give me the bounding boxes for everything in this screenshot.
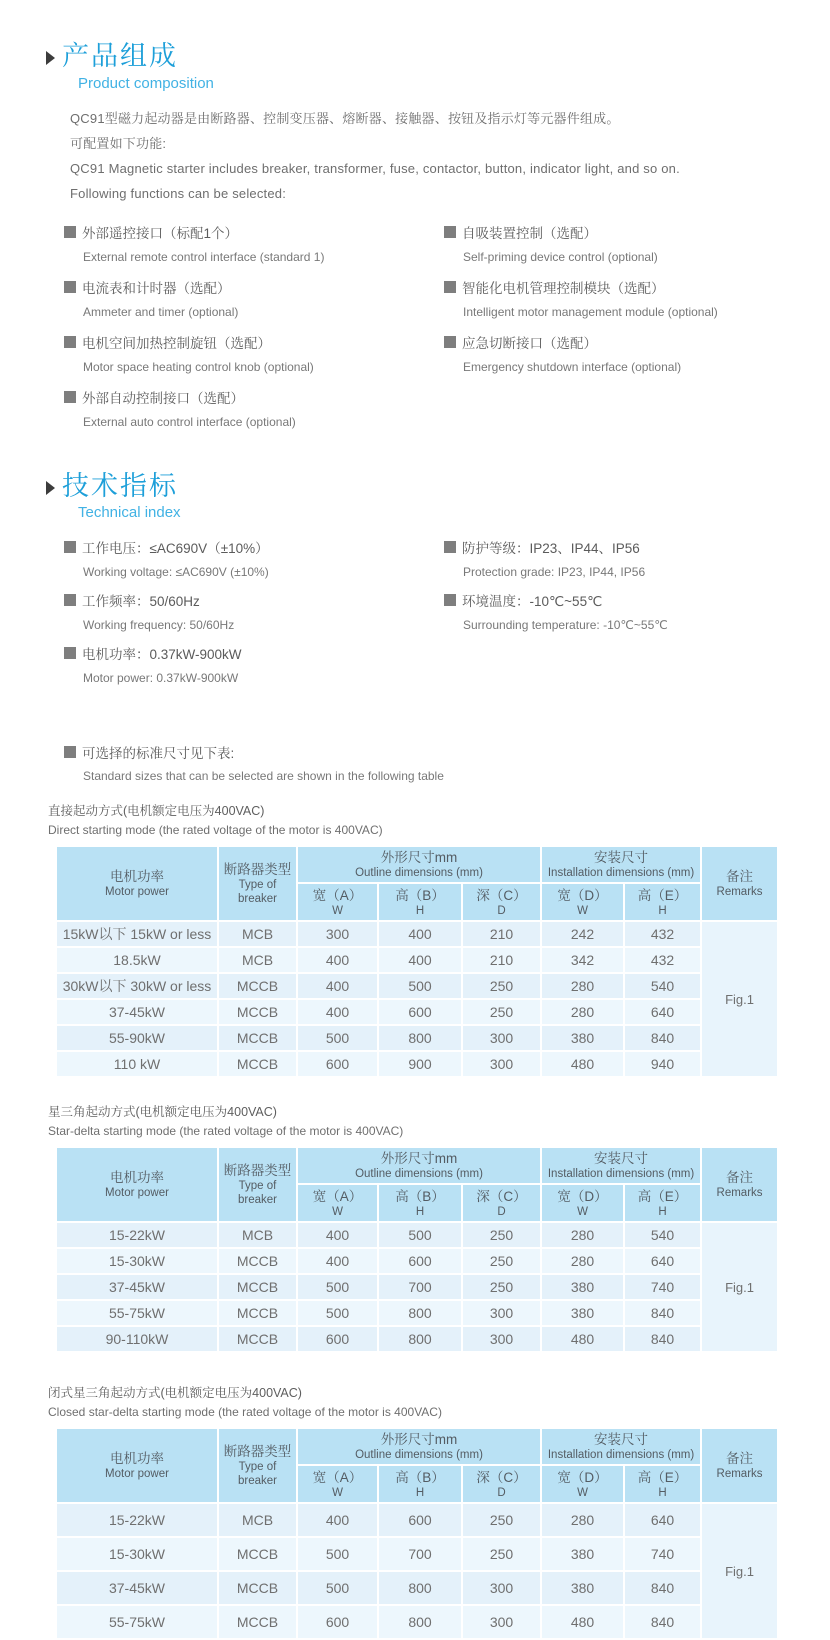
- feature-en: Self-priming device control (optional): [463, 249, 658, 264]
- feature-item: [64, 222, 444, 264]
- table-cell: 15-22kW: [56, 1222, 218, 1248]
- header-dimension-col: 高（B） H: [378, 1184, 462, 1222]
- header-breaker-type: 断路器类型 Type of breaker: [218, 846, 297, 921]
- header-remarks: 备注 Remarks: [701, 1428, 778, 1503]
- table-cell: 400: [297, 1222, 378, 1248]
- feature-item: [444, 332, 802, 374]
- table-cell: 250: [462, 1537, 541, 1571]
- table-cell: 800: [378, 1571, 462, 1605]
- table-cell: 900: [378, 1051, 462, 1077]
- spec-en: Motor power: 0.37kW-900kW: [83, 671, 239, 686]
- table-cell: 55-75kW: [56, 1300, 218, 1326]
- table-cell: 55-75kW: [56, 1605, 218, 1639]
- spec-zh: 电机功率：0.37kW-900kW: [82, 647, 242, 663]
- table-title-en: Direct starting mode (the rated voltage of the motor is 400VAC): [48, 823, 383, 838]
- table-cell: 250: [462, 999, 541, 1025]
- table-title-zh: 星三角起动方式(电机额定电压为400VAC): [48, 1105, 277, 1120]
- spec-en: Working voltage: ≤AC690V (±10%): [83, 565, 269, 580]
- note-zh: 可选择的标准尺寸见下表:: [82, 746, 235, 762]
- table-cell: 300: [462, 1326, 541, 1352]
- header-dimension-col: 高（E） H: [624, 1184, 701, 1222]
- size-table-closed-star-delta: [55, 1427, 779, 1640]
- table-cell: 300: [462, 1300, 541, 1326]
- header-dimension-col: 宽（D） W: [541, 1184, 624, 1222]
- table-cell: 600: [297, 1326, 378, 1352]
- spec-item: [444, 537, 802, 579]
- section-title-zh: 产品组成: [62, 41, 178, 71]
- table-cell: 250: [462, 1503, 541, 1537]
- table-cell: 480: [541, 1326, 624, 1352]
- table-cell: 110 kW: [56, 1051, 218, 1077]
- header-breaker-type: 断路器类型 Type of breaker: [218, 1428, 297, 1503]
- table-cell: 640: [624, 1503, 701, 1537]
- table-cell: MCCB: [218, 1274, 297, 1300]
- table-cell: MCCB: [218, 1326, 297, 1352]
- size-table-star-delta: [55, 1146, 779, 1353]
- square-bullet-icon: [444, 226, 456, 238]
- section-product-composition: [46, 42, 802, 442]
- table-cell: MCB: [218, 1222, 297, 1248]
- header-outline-dimensions: 外形尺寸mm Outline dimensions (mm): [297, 1428, 541, 1465]
- triangle-bullet-icon: [46, 51, 55, 65]
- section-technical-index: [46, 472, 802, 697]
- feature-item: [64, 387, 444, 429]
- square-bullet-icon: [64, 336, 76, 348]
- table-cell: 18.5kW: [56, 947, 218, 973]
- table-cell: 840: [624, 1025, 701, 1051]
- table-cell: 380: [541, 1571, 624, 1605]
- table-row: [56, 1274, 778, 1300]
- header-dimension-col: 深（C） D: [462, 1184, 541, 1222]
- table-title-en: Closed star-delta starting mode (the rated voltage of the motor is 400VAC): [48, 1405, 442, 1420]
- header-dimension-col: 高（B） H: [378, 1465, 462, 1503]
- header-installation-dimensions: 安装尺寸 Installation dimensions (mm): [541, 846, 701, 883]
- square-bullet-icon: [444, 594, 456, 606]
- header-dimension-col: 深（C） D: [462, 883, 541, 921]
- table-cell: 380: [541, 1025, 624, 1051]
- table-cell: MCCB: [218, 1605, 297, 1639]
- table-row: [56, 1300, 778, 1326]
- square-bullet-icon: [444, 281, 456, 293]
- table-cell: 600: [297, 1605, 378, 1639]
- table-cell: 500: [297, 1025, 378, 1051]
- square-bullet-icon: [444, 336, 456, 348]
- table-row: [56, 1222, 778, 1248]
- feature-en: Intelligent motor management module (optional): [463, 304, 718, 319]
- feature-en: Motor space heating control knob (optional): [83, 359, 314, 374]
- table-cell: MCCB: [218, 999, 297, 1025]
- square-bullet-icon: [64, 391, 76, 403]
- table-cell: 300: [462, 1025, 541, 1051]
- table-cell: 800: [378, 1300, 462, 1326]
- paragraph: QC91型磁力起动器是由断路器、控制变压器、熔断器、接触器、按钮及指示灯等元器件组成。: [70, 110, 620, 126]
- table-cell: 37-45kW: [56, 1274, 218, 1300]
- table-cell: 400: [378, 921, 462, 947]
- spec-en: Protection grade: IP23, IP44, IP56: [463, 565, 646, 580]
- table-cell: MCB: [218, 1503, 297, 1537]
- table-cell: 250: [462, 973, 541, 999]
- header-dimension-col: 高（B） H: [378, 883, 462, 921]
- table-title-en: Star-delta starting mode (the rated voltage of the motor is 400VAC): [48, 1124, 404, 1139]
- paragraph: QC91 Magnetic starter includes breaker, transformer, fuse, contactor, button, indicator light, and so on.: [70, 160, 680, 176]
- size-table-direct-starting: [55, 845, 779, 1078]
- table-row: [56, 1503, 778, 1537]
- table-cell: 400: [297, 973, 378, 999]
- table-cell: 280: [541, 999, 624, 1025]
- table-row: [56, 1051, 778, 1077]
- header-dimension-col: 宽（A） W: [297, 883, 378, 921]
- header-dimension-col: 宽（A） W: [297, 1465, 378, 1503]
- table-cell: 300: [297, 921, 378, 947]
- spec-item: [64, 643, 444, 685]
- table-cell: 500: [378, 1222, 462, 1248]
- remark-cell: Fig.1: [701, 1222, 778, 1352]
- table-cell: 480: [541, 1051, 624, 1077]
- table-cell: 280: [541, 973, 624, 999]
- table-cell: MCB: [218, 921, 297, 947]
- table-cell: 840: [624, 1326, 701, 1352]
- table-cell: 380: [541, 1537, 624, 1571]
- feature-zh: 自吸装置控制（选配）: [462, 225, 597, 241]
- table-cell: 740: [624, 1537, 701, 1571]
- table-cell: 800: [378, 1605, 462, 1639]
- table-row: [56, 1248, 778, 1274]
- table-cell: 432: [624, 947, 701, 973]
- table-cell: 342: [541, 947, 624, 973]
- header-breaker-type: 断路器类型 Type of breaker: [218, 1147, 297, 1222]
- table-title-zh: 直接起动方式(电机额定电压为400VAC): [48, 804, 265, 819]
- table-row: [56, 947, 778, 973]
- table-cell: 840: [624, 1300, 701, 1326]
- feature-item: [444, 277, 802, 319]
- table-row: [56, 1605, 778, 1639]
- header-dimension-col: 高（E） H: [624, 883, 701, 921]
- header-dimension-col: 高（E） H: [624, 1465, 701, 1503]
- table-row: [56, 1537, 778, 1571]
- table-cell: 37-45kW: [56, 1571, 218, 1605]
- table-cell: MCCB: [218, 1300, 297, 1326]
- section-title-zh: 技术指标: [62, 470, 178, 501]
- table-cell: 250: [462, 1222, 541, 1248]
- header-dimension-col: 宽（D） W: [541, 883, 624, 921]
- table-cell: 800: [378, 1025, 462, 1051]
- table-cell: 15kW以下 15kW or less: [56, 921, 218, 947]
- table-cell: 280: [541, 1222, 624, 1248]
- table-cell: 55-90kW: [56, 1025, 218, 1051]
- table-cell: 400: [297, 947, 378, 973]
- table-cell: MCCB: [218, 1025, 297, 1051]
- table-cell: 400: [378, 947, 462, 973]
- table-section-closed-star-delta: [48, 1383, 802, 1640]
- table-cell: 640: [624, 999, 701, 1025]
- spec-zh: 工作电压：≤AC690V（±10%）: [82, 541, 269, 557]
- feature-zh: 应急切断接口（选配）: [462, 335, 597, 351]
- table-cell: 380: [541, 1300, 624, 1326]
- table-cell: 700: [378, 1274, 462, 1300]
- square-bullet-icon: [64, 647, 76, 659]
- note-en: Standard sizes that can be selected are shown in the following table: [83, 769, 444, 784]
- table-cell: 740: [624, 1274, 701, 1300]
- table-cell: 15-30kW: [56, 1248, 218, 1274]
- spec-en: Working frequency: 50/60Hz: [83, 618, 235, 633]
- table-cell: 280: [541, 1503, 624, 1537]
- feature-zh: 外部自动控制接口（选配）: [82, 390, 244, 406]
- paragraph: 可配置如下功能:: [70, 135, 167, 151]
- table-cell: 210: [462, 947, 541, 973]
- table-cell: MCCB: [218, 1051, 297, 1077]
- table-cell: 300: [462, 1605, 541, 1639]
- spec-zh: 防护等级：IP23、IP44、IP56: [462, 541, 640, 557]
- feature-en: External remote control interface (standard 1): [83, 249, 325, 264]
- table-cell: 500: [297, 1274, 378, 1300]
- table-cell: 540: [624, 973, 701, 999]
- table-row: [56, 1571, 778, 1605]
- section-header: [46, 42, 802, 92]
- feature-en: Emergency shutdown interface (optional): [463, 359, 682, 374]
- table-row: [56, 973, 778, 999]
- table-cell: 840: [624, 1571, 701, 1605]
- spec-item: [64, 590, 444, 632]
- feature-zh: 电流表和计时器（选配）: [82, 280, 231, 296]
- table-cell: 500: [297, 1571, 378, 1605]
- section-title-en: Product composition: [78, 74, 214, 92]
- table-cell: 800: [378, 1326, 462, 1352]
- table-cell: 37-45kW: [56, 999, 218, 1025]
- square-bullet-icon: [64, 594, 76, 606]
- table-cell: 15-22kW: [56, 1503, 218, 1537]
- table-cell: 400: [297, 1248, 378, 1274]
- table-row: [56, 921, 778, 947]
- table-cell: 600: [378, 999, 462, 1025]
- table-cell: 400: [297, 999, 378, 1025]
- table-cell: 280: [541, 1248, 624, 1274]
- square-bullet-icon: [64, 541, 76, 553]
- square-bullet-icon: [64, 746, 76, 758]
- table-cell: MCB: [218, 947, 297, 973]
- header-outline-dimensions: 外形尺寸mm Outline dimensions (mm): [297, 846, 541, 883]
- table-cell: 600: [378, 1503, 462, 1537]
- table-cell: MCCB: [218, 1248, 297, 1274]
- header-motor-power: 电机功率 Motor power: [56, 1147, 218, 1222]
- spec-zh: 环境温度：-10℃~55℃: [462, 594, 603, 610]
- table-row: [56, 999, 778, 1025]
- table-cell: 500: [297, 1537, 378, 1571]
- header-motor-power: 电机功率 Motor power: [56, 1428, 218, 1503]
- table-cell: 840: [624, 1605, 701, 1639]
- table-cell: MCCB: [218, 973, 297, 999]
- remark-cell: Fig.1: [701, 921, 778, 1077]
- section-title-en: Technical index: [78, 504, 181, 522]
- table-cell: 600: [297, 1051, 378, 1077]
- spec-list: [64, 537, 802, 696]
- table-cell: 940: [624, 1051, 701, 1077]
- table-cell: 90-110kW: [56, 1326, 218, 1352]
- triangle-bullet-icon: [46, 481, 55, 495]
- table-cell: 380: [541, 1274, 624, 1300]
- header-dimension-col: 深（C） D: [462, 1465, 541, 1503]
- table-cell: 432: [624, 921, 701, 947]
- standard-sizes-note: [64, 742, 802, 783]
- table-cell: 210: [462, 921, 541, 947]
- spec-column-left: [64, 537, 444, 696]
- feature-zh: 电机空间加热控制旋钮（选配）: [82, 335, 271, 351]
- feature-column-right: [444, 222, 802, 442]
- spec-item: [64, 537, 444, 579]
- feature-en: Ammeter and timer (optional): [83, 304, 239, 319]
- header-dimension-col: 宽（D） W: [541, 1465, 624, 1503]
- feature-item: [64, 277, 444, 319]
- table-cell: 300: [462, 1571, 541, 1605]
- header-dimension-col: 宽（A） W: [297, 1184, 378, 1222]
- header-remarks: 备注 Remarks: [701, 1147, 778, 1222]
- feature-list: [64, 222, 802, 442]
- spec-item: [444, 590, 802, 632]
- table-cell: 400: [297, 1503, 378, 1537]
- feature-en: External auto control interface (optional): [83, 414, 296, 429]
- spec-en: Surrounding temperature: -10℃~55℃: [463, 618, 668, 633]
- table-cell: 30kW以下 30kW or less: [56, 973, 218, 999]
- table-cell: 700: [378, 1537, 462, 1571]
- table-row: [56, 1326, 778, 1352]
- table-cell: 540: [624, 1222, 701, 1248]
- header-installation-dimensions: 安装尺寸 Installation dimensions (mm): [541, 1428, 701, 1465]
- square-bullet-icon: [64, 226, 76, 238]
- square-bullet-icon: [444, 541, 456, 553]
- table-cell: 300: [462, 1051, 541, 1077]
- feature-column-left: [64, 222, 444, 442]
- table-title-zh: 闭式星三角起动方式(电机额定电压为400VAC): [48, 1386, 302, 1401]
- feature-item: [64, 332, 444, 374]
- table-cell: 640: [624, 1248, 701, 1274]
- table-cell: 480: [541, 1605, 624, 1639]
- spec-column-right: [444, 537, 802, 696]
- square-bullet-icon: [64, 281, 76, 293]
- table-cell: 242: [541, 921, 624, 947]
- table-cell: 500: [297, 1300, 378, 1326]
- remark-cell: Fig.1: [701, 1503, 778, 1639]
- table-cell: 250: [462, 1274, 541, 1300]
- table-cell: 500: [378, 973, 462, 999]
- header-installation-dimensions: 安装尺寸 Installation dimensions (mm): [541, 1147, 701, 1184]
- spec-zh: 工作频率：50/60Hz: [82, 594, 200, 610]
- table-row: [56, 1025, 778, 1051]
- table-cell: 15-30kW: [56, 1537, 218, 1571]
- table-cell: 250: [462, 1248, 541, 1274]
- paragraph: Following functions can be selected:: [70, 185, 287, 201]
- table-section-star-delta: [48, 1102, 802, 1353]
- table-cell: MCCB: [218, 1571, 297, 1605]
- header-remarks: 备注 Remarks: [701, 846, 778, 921]
- header-motor-power: 电机功率 Motor power: [56, 846, 218, 921]
- feature-item: [444, 222, 802, 264]
- header-outline-dimensions: 外形尺寸mm Outline dimensions (mm): [297, 1147, 541, 1184]
- feature-zh: 外部遥控接口（标配1个）: [82, 225, 239, 241]
- table-section-direct-starting: [48, 801, 802, 1078]
- table-cell: 600: [378, 1248, 462, 1274]
- section-header: [46, 472, 802, 522]
- feature-zh: 智能化电机管理控制模块（选配）: [462, 280, 665, 296]
- table-cell: MCCB: [218, 1537, 297, 1571]
- intro-paragraphs: [70, 106, 802, 206]
